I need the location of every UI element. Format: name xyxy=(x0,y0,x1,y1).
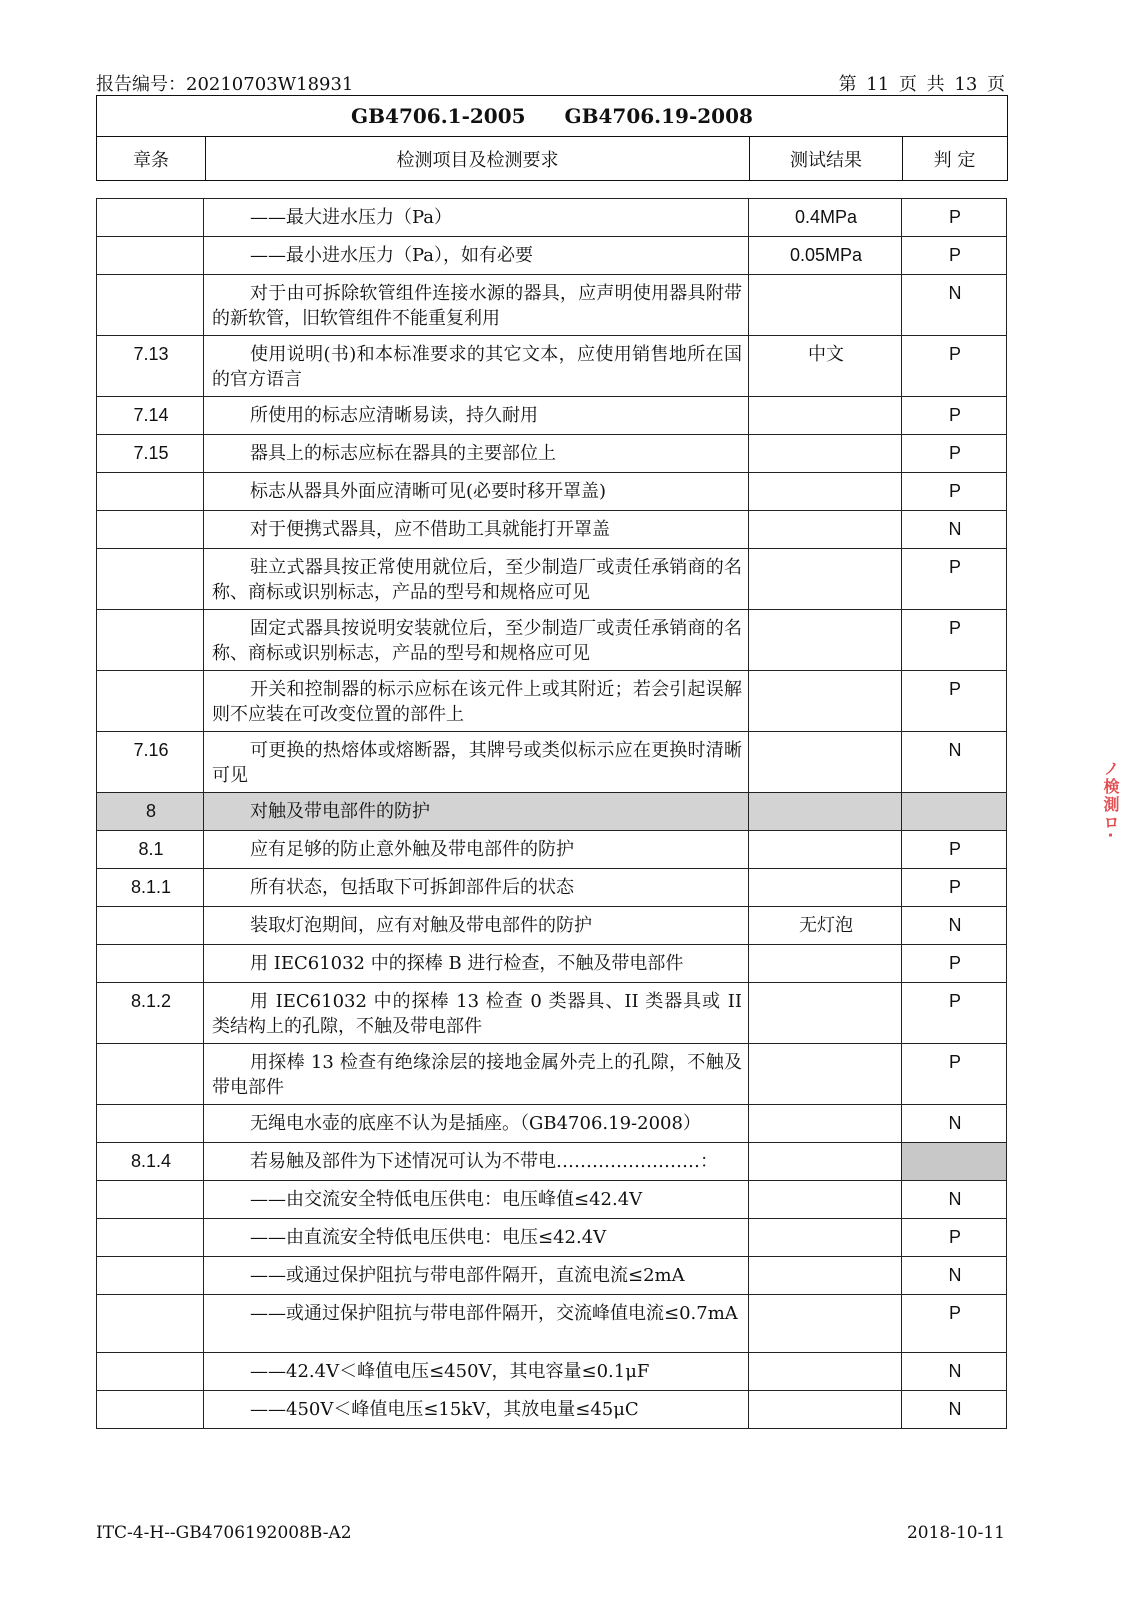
table-row xyxy=(97,473,1007,511)
verdict-cell: P xyxy=(902,336,1007,397)
table-row xyxy=(97,1391,1007,1429)
requirement-cell: 固定式器具按说明安装就位后，至少制造厂或责任承销商的名称、商标或识别标志，产品的型号和规格应可见 xyxy=(204,610,749,671)
verdict-cell: N xyxy=(902,1391,1007,1429)
report-number: 报告编号：20210703W18931 xyxy=(96,74,354,95)
clause-cell xyxy=(97,945,204,983)
table-row xyxy=(97,1044,1007,1105)
requirement-cell: 无绳电水壶的底座不认为是插座。（GB4706.19-2008） xyxy=(204,1105,749,1143)
form-code: ITC-4-H--GB4706192008B-A2 xyxy=(96,1523,352,1543)
page-indicator: 第 11 页 共 13 页 xyxy=(838,74,1005,95)
table-row xyxy=(97,511,1007,549)
standard-code-1: GB4706.1-2005 xyxy=(351,104,526,128)
verdict-cell: P xyxy=(902,1044,1007,1105)
result-cell xyxy=(749,1353,902,1391)
column-header-verdict: 判 定 xyxy=(933,149,976,171)
verdict-cell: N xyxy=(902,1257,1007,1295)
requirement-cell: 用 IEC61032 中的探棒 13 检查 0 类器具、II 类器具或 II 类结构上的孔隙，不触及带电部件 xyxy=(204,983,749,1044)
table-row xyxy=(97,435,1007,473)
requirement-cell: 若易触及部件为下述情况可认为不带电……………………： xyxy=(204,1143,749,1181)
verdict-cell: N xyxy=(902,732,1007,793)
column-header-result: 测试结果 xyxy=(750,137,903,180)
table-row xyxy=(97,397,1007,435)
result-cell xyxy=(749,511,902,549)
clause-cell xyxy=(97,1295,204,1353)
requirement-cell: 开关和控制器的标示应标在该元件上或其附近；若会引起误解则不应装在可改变位置的部件上 xyxy=(204,671,749,732)
result-cell xyxy=(749,1181,902,1219)
requirement-cell: 驻立式器具按正常使用就位后，至少制造厂或责任承销商的名称、商标或识别标志，产品的型号和规格应可见 xyxy=(204,549,749,610)
verdict-cell: P xyxy=(902,610,1007,671)
verdict-cell: N xyxy=(902,1181,1007,1219)
result-cell xyxy=(749,610,902,671)
table-row xyxy=(97,907,1007,945)
clause-cell: 7.16 xyxy=(97,732,204,793)
table-row xyxy=(97,549,1007,610)
clause-cell xyxy=(97,275,204,336)
result-cell xyxy=(749,793,902,831)
verdict-cell: P xyxy=(902,983,1007,1044)
clause-cell xyxy=(97,907,204,945)
clause-cell xyxy=(97,549,204,610)
result-cell xyxy=(749,1105,902,1143)
result-cell xyxy=(749,732,902,793)
result-cell xyxy=(749,671,902,732)
result-cell xyxy=(749,549,902,610)
table-row xyxy=(97,831,1007,869)
result-cell xyxy=(749,1257,902,1295)
requirement-cell: 装取灯泡期间，应有对触及带电部件的防护 xyxy=(204,907,749,945)
result-cell: 0.05MPa xyxy=(749,237,902,275)
result-cell xyxy=(749,1143,902,1181)
requirement-cell: 对触及带电部件的防护 xyxy=(204,793,749,831)
result-cell xyxy=(749,831,902,869)
table-body xyxy=(97,199,1007,1429)
clause-cell xyxy=(97,671,204,732)
test-results-table xyxy=(96,198,1007,1429)
verdict-cell: P xyxy=(902,945,1007,983)
requirement-cell: ——或通过保护阻抗与带电部件隔开，直流电流≤2mA xyxy=(204,1257,749,1295)
column-header-clause: 章条 xyxy=(97,137,206,180)
table-row xyxy=(97,1181,1007,1219)
clause-cell xyxy=(97,1105,204,1143)
requirement-cell: 应有足够的防止意外触及带电部件的防护 xyxy=(204,831,749,869)
verdict-cell xyxy=(902,1143,1007,1181)
table-row xyxy=(97,945,1007,983)
table-row xyxy=(97,1295,1007,1353)
clause-cell xyxy=(97,199,204,237)
requirement-cell: ——由直流安全特低电压供电：电压≤42.4V xyxy=(204,1219,749,1257)
section-row xyxy=(97,793,1007,831)
standard-code-2: GB4706.19-2008 xyxy=(564,104,753,128)
requirement-cell: 标志从器具外面应清晰可见(必要时移开罩盖) xyxy=(204,473,749,511)
verdict-cell: N xyxy=(902,1105,1007,1143)
verdict-cell: P xyxy=(902,1219,1007,1257)
table-row xyxy=(97,869,1007,907)
requirement-cell: ——最小进水压力（Pa），如有必要 xyxy=(204,237,749,275)
result-cell xyxy=(749,945,902,983)
clause-cell xyxy=(97,511,204,549)
result-cell xyxy=(749,983,902,1044)
clause-cell xyxy=(97,1391,204,1429)
column-headers xyxy=(97,137,1007,180)
verdict-cell: P xyxy=(902,831,1007,869)
result-cell xyxy=(749,1219,902,1257)
verdict-cell: N xyxy=(902,511,1007,549)
table-row xyxy=(97,1257,1007,1295)
result-cell xyxy=(749,1391,902,1429)
red-stamp-fragment: ノ検測ロ· xyxy=(1101,760,1120,841)
requirement-cell: 用 IEC61032 中的探棒 B 进行检查，不触及带电部件 xyxy=(204,945,749,983)
table-row xyxy=(97,610,1007,671)
verdict-cell: P xyxy=(902,199,1007,237)
verdict-cell: P xyxy=(902,1295,1007,1353)
clause-cell xyxy=(97,473,204,511)
table-row xyxy=(97,275,1007,336)
result-cell: 0.4MPa xyxy=(749,199,902,237)
clause-cell: 8.1.1 xyxy=(97,869,204,907)
clause-cell xyxy=(97,237,204,275)
result-cell xyxy=(749,275,902,336)
clause-cell: 8 xyxy=(97,793,204,831)
requirement-cell: 器具上的标志应标在器具的主要部位上 xyxy=(204,435,749,473)
clause-cell: 8.1.2 xyxy=(97,983,204,1044)
result-cell xyxy=(749,435,902,473)
verdict-cell: P xyxy=(902,549,1007,610)
requirement-cell: 使用说明(书)和本标准要求的其它文本，应使用销售地所在国的官方语言 xyxy=(204,336,749,397)
verdict-cell: P xyxy=(902,237,1007,275)
result-cell xyxy=(749,397,902,435)
verdict-cell xyxy=(902,793,1007,831)
column-header-requirement: 检测项目及检测要求 xyxy=(206,137,750,180)
verdict-cell: P xyxy=(902,435,1007,473)
table-row xyxy=(97,1105,1007,1143)
table-row xyxy=(97,199,1007,237)
verdict-cell: N xyxy=(902,1353,1007,1391)
form-date: 2018-10-11 xyxy=(906,1523,1005,1543)
result-cell xyxy=(749,869,902,907)
table-row xyxy=(97,1353,1007,1391)
verdict-cell: N xyxy=(902,907,1007,945)
verdict-cell: P xyxy=(902,397,1007,435)
verdict-cell: P xyxy=(902,869,1007,907)
table-row xyxy=(97,983,1007,1044)
table-row xyxy=(97,1219,1007,1257)
verdict-cell: P xyxy=(902,671,1007,732)
result-cell xyxy=(749,1044,902,1105)
clause-cell: 7.13 xyxy=(97,336,204,397)
clause-cell: 8.1 xyxy=(97,831,204,869)
requirement-cell: 对于由可拆除软管组件连接水源的器具，应声明使用器具附带的新软管，旧软管组件不能重复利用 xyxy=(204,275,749,336)
standard-header xyxy=(96,95,1008,181)
result-cell: 中文 xyxy=(749,336,902,397)
standard-title xyxy=(97,96,1007,137)
clause-cell: 7.14 xyxy=(97,397,204,435)
requirement-cell: ——最大进水压力（Pa） xyxy=(204,199,749,237)
clause-cell xyxy=(97,1353,204,1391)
result-cell: 无灯泡 xyxy=(749,907,902,945)
table-row xyxy=(97,237,1007,275)
table-row xyxy=(97,336,1007,397)
requirement-cell: 所使用的标志应清晰易读，持久耐用 xyxy=(204,397,749,435)
result-cell xyxy=(749,1295,902,1353)
clause-cell: 8.1.4 xyxy=(97,1143,204,1181)
clause-cell: 7.15 xyxy=(97,435,204,473)
table-row xyxy=(97,732,1007,793)
requirement-cell: ——或通过保护阻抗与带电部件隔开，交流峰值电流≤0.7mA xyxy=(204,1295,749,1353)
requirement-cell: 可更换的热熔体或熔断器，其牌号或类似标示应在更换时清晰可见 xyxy=(204,732,749,793)
requirement-cell: 用探棒 13 检查有绝缘涂层的接地金属外壳上的孔隙，不触及带电部件 xyxy=(204,1044,749,1105)
clause-cell xyxy=(97,1219,204,1257)
clause-cell xyxy=(97,1181,204,1219)
clause-cell xyxy=(97,1257,204,1295)
verdict-cell: P xyxy=(902,473,1007,511)
table-row xyxy=(97,1143,1007,1181)
requirement-cell: ——42.4V＜峰值电压≤450V，其电容量≤0.1μF xyxy=(204,1353,749,1391)
requirement-cell: ——450V＜峰值电压≤15kV，其放电量≤45μC xyxy=(204,1391,749,1429)
clause-cell xyxy=(97,1044,204,1105)
table-row xyxy=(97,671,1007,732)
requirement-cell: 所有状态，包括取下可拆卸部件后的状态 xyxy=(204,869,749,907)
clause-cell xyxy=(97,610,204,671)
verdict-cell: N xyxy=(902,275,1007,336)
requirement-cell: ——由交流安全特低电压供电：电压峰值≤42.4V xyxy=(204,1181,749,1219)
requirement-cell: 对于便携式器具，应不借助工具就能打开罩盖 xyxy=(204,511,749,549)
result-cell xyxy=(749,473,902,511)
